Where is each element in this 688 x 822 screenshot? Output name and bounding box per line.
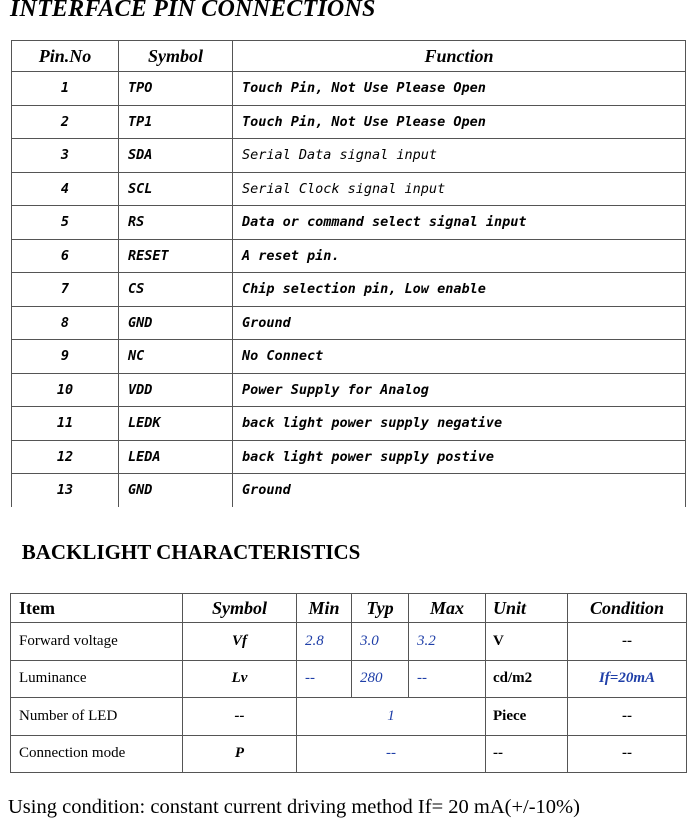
pin-symbol: RS (119, 206, 233, 240)
table-row (12, 239, 686, 273)
pin-function: A reset pin. (233, 239, 686, 273)
pin-number: 9 (12, 340, 119, 374)
pin-function: Ground (233, 474, 686, 507)
col-header-max: Max (409, 594, 486, 623)
table-row (12, 139, 686, 173)
pin-function: Data or command select signal input (233, 206, 686, 240)
pin-connections-table (11, 40, 686, 507)
backlight-item: Connection mode (11, 735, 183, 773)
pin-number: 4 (12, 172, 119, 206)
backlight-symbol: P (183, 735, 297, 773)
pin-number: 13 (12, 474, 119, 507)
col-header-unit: Unit (486, 594, 568, 623)
backlight-header-row (11, 594, 687, 623)
pin-number: 7 (12, 273, 119, 307)
backlight-unit: -- (486, 735, 568, 773)
backlight-characteristics-table (10, 593, 687, 773)
pin-function: No Connect (233, 340, 686, 374)
pin-symbol: NC (119, 340, 233, 374)
table-row (12, 306, 686, 340)
backlight-unit: V (486, 623, 568, 661)
using-condition-note: Using condition: constant current driving method If= 20 mA(+/-10%) (8, 796, 580, 818)
pin-function: back light power supply postive (233, 440, 686, 474)
pin-symbol: RESET (119, 239, 233, 273)
pin-number: 1 (12, 72, 119, 106)
backlight-condition: -- (568, 698, 687, 736)
pin-symbol: VDD (119, 373, 233, 407)
backlight-title (0, 538, 360, 566)
backlight-condition: If=20mA (568, 660, 687, 698)
table-row (12, 72, 686, 106)
pin-symbol: SCL (119, 172, 233, 206)
col-header-condition: Condition (568, 594, 687, 623)
pin-number: 5 (12, 206, 119, 240)
pin-function: Touch Pin, Not Use Please Open (233, 72, 686, 106)
backlight-unit: cd/m2 (486, 660, 568, 698)
col-header-function: Function (233, 41, 686, 72)
table-row (12, 440, 686, 474)
backlight-typ: 3.0 (352, 623, 409, 661)
pin-connections-title: INTERFACE PIN CONNECTIONS (10, 0, 376, 22)
table-row (12, 105, 686, 139)
pin-symbol: CS (119, 273, 233, 307)
pin-number: 10 (12, 373, 119, 407)
pin-table-header-row (12, 41, 686, 72)
pin-function: back light power supply negative (233, 407, 686, 441)
table-row (11, 623, 687, 661)
table-row (11, 660, 687, 698)
backlight-item: Number of LED (11, 698, 183, 736)
col-header-symbol: Symbol (183, 594, 297, 623)
backlight-max: -- (409, 660, 486, 698)
pin-function: Power Supply for Analog (233, 373, 686, 407)
col-header-typ: Typ (352, 594, 409, 623)
table-row (11, 698, 687, 736)
pin-symbol: SDA (119, 139, 233, 173)
backlight-min: 2.8 (297, 623, 352, 661)
backlight-typ: 280 (352, 660, 409, 698)
col-header-min: Min (297, 594, 352, 623)
backlight-max: 3.2 (409, 623, 486, 661)
backlight-value: 1 (297, 698, 486, 736)
pin-function: Ground (233, 306, 686, 340)
pin-number: 6 (12, 239, 119, 273)
backlight-symbol: Vf (183, 623, 297, 661)
pin-number: 2 (12, 105, 119, 139)
backlight-value: -- (297, 735, 486, 773)
pin-function: Serial Clock signal input (233, 172, 686, 206)
backlight-unit: Piece (486, 698, 568, 736)
pin-symbol: LEDK (119, 407, 233, 441)
col-header-symbol: Symbol (119, 41, 233, 72)
backlight-item: Forward voltage (11, 623, 183, 661)
pin-number: 11 (12, 407, 119, 441)
backlight-item: Luminance (11, 660, 183, 698)
pin-symbol: TP1 (119, 105, 233, 139)
table-row (12, 273, 686, 307)
backlight-title-text: BACKLIGHT CHARACTERISTICS (21, 540, 361, 564)
table-row (12, 373, 686, 407)
pin-symbol: GND (119, 474, 233, 507)
backlight-min: -- (297, 660, 352, 698)
table-row (11, 735, 687, 773)
pin-symbol: TPO (119, 72, 233, 106)
table-row (12, 407, 686, 441)
pin-number: 3 (12, 139, 119, 173)
table-row (12, 206, 686, 240)
backlight-symbol: Lv (183, 660, 297, 698)
pin-symbol: LEDA (119, 440, 233, 474)
table-row (12, 340, 686, 374)
pin-number: 12 (12, 440, 119, 474)
table-row (12, 474, 686, 507)
col-header-pin-no: Pin.No (12, 41, 119, 72)
backlight-condition: -- (568, 623, 687, 661)
pin-function: Chip selection pin, Low enable (233, 273, 686, 307)
pin-function: Serial Data signal input (233, 139, 686, 173)
pin-symbol: GND (119, 306, 233, 340)
backlight-symbol: -- (183, 698, 297, 736)
backlight-condition: -- (568, 735, 687, 773)
pin-function: Touch Pin, Not Use Please Open (233, 105, 686, 139)
pin-number: 8 (12, 306, 119, 340)
table-row (12, 172, 686, 206)
col-header-item: Item (11, 594, 183, 623)
